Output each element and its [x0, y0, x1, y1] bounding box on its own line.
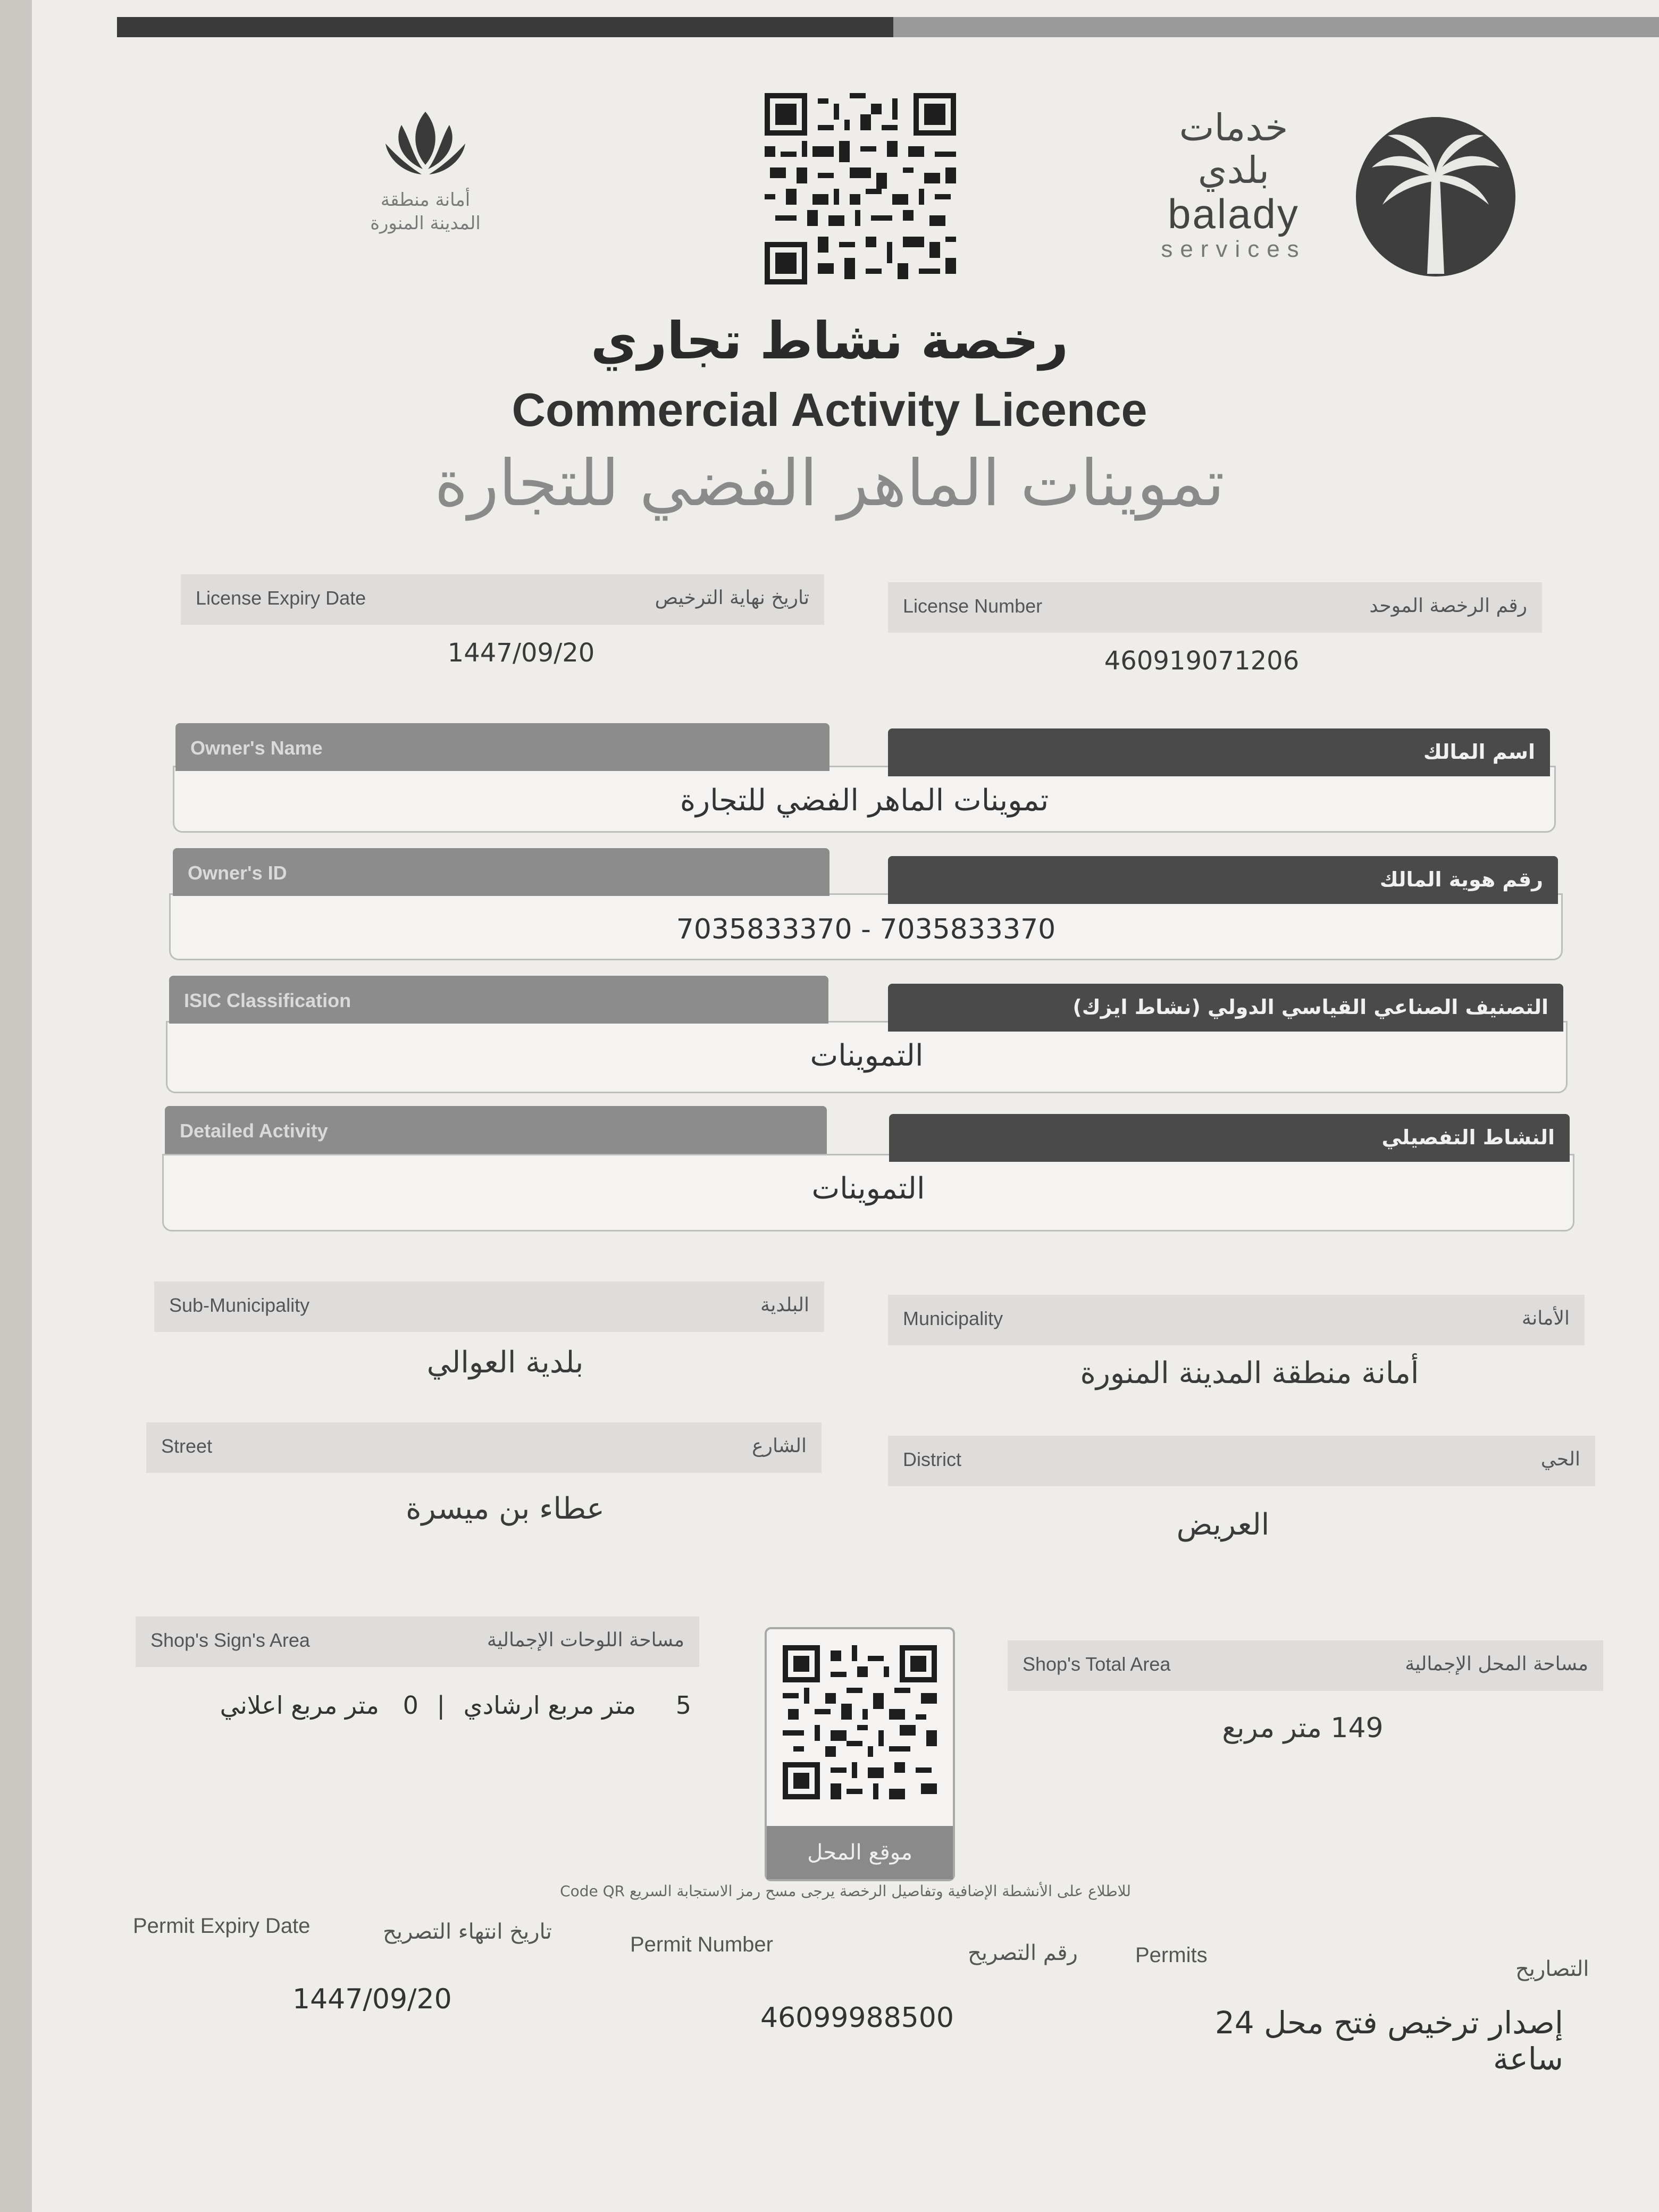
amanah-emblem-icon	[380, 106, 471, 186]
detailed-activity-value: التموينات	[811, 1171, 925, 1206]
total-area-label-ar: مساحة المحل الإجمالية	[1405, 1653, 1588, 1675]
district-label-ar: الحي	[1540, 1448, 1580, 1470]
municipality-label	[888, 1295, 1585, 1345]
sign-guidance-value: 5	[675, 1691, 691, 1720]
permit-expiry-label-ar: تاريخ انتهاء التصريح	[383, 1920, 552, 1944]
detailed-activity-box	[162, 1154, 1574, 1231]
balady-logo-services: services	[1161, 236, 1306, 262]
sign-ad-unit: متر مربع اعلاني	[220, 1691, 379, 1720]
sign-area-label-en: Shop's Sign's Area	[150, 1629, 310, 1651]
total-area-label-en: Shop's Total Area	[1023, 1653, 1171, 1675]
detailed-activity-label-ar: النشاط التفصيلي	[1381, 1126, 1555, 1149]
owner-id-label-en: Owner's ID	[188, 862, 287, 884]
isic-box	[166, 1021, 1568, 1093]
permit-number-value: 46099988500	[760, 2002, 954, 2034]
header-stripe-dark	[117, 17, 893, 37]
municipality-label-ar: الأمانة	[1521, 1308, 1570, 1329]
qr-instruction-note: للاطلاع على الأنشطة الإضافية وتفاصيل الرخصة يرجى مسح رمز الاستجابة السريع Code QR	[560, 1882, 1131, 1900]
street-value: عطاء بن ميسرة	[406, 1492, 605, 1526]
document-title-arabic: رخصة نشاط تجاري	[590, 311, 1069, 371]
license-number-label-en: License Number	[903, 595, 1043, 617]
owner-id-label-ar: رقم هوية المالك	[1379, 868, 1543, 891]
district-label-en: District	[903, 1448, 961, 1470]
document-title-english: Commercial Activity Licence	[512, 383, 1147, 436]
total-area-label	[1008, 1640, 1603, 1691]
header-stripe-light	[893, 17, 1659, 37]
balady-logo-english: balady	[1168, 190, 1300, 237]
municipality-label-en: Municipality	[903, 1308, 1003, 1329]
sign-ad-value: 0	[403, 1691, 418, 1720]
location-qr-code-icon[interactable]	[783, 1645, 937, 1799]
owner-name-label-en-bar	[175, 723, 830, 771]
total-area-value: 149 متر مربع	[1222, 1712, 1384, 1744]
license-number-value: 460919071206	[1104, 646, 1300, 676]
isic-label-en: ISIC Classification	[184, 990, 351, 1011]
sign-area-label-ar: مساحة اللوحات الإجمالية	[487, 1629, 684, 1651]
owner-name-label-ar: اسم المالك	[1423, 740, 1535, 764]
sign-separator: |	[437, 1691, 445, 1720]
isic-value: التموينات	[810, 1038, 924, 1073]
amanah-logo-line2: المدينة المنورة	[370, 213, 481, 234]
business-name-title: تموينات الماهر الفضي للتجارة	[434, 447, 1225, 521]
sub-municipality-label-en: Sub-Municipality	[169, 1294, 310, 1316]
sub-municipality-label	[154, 1281, 824, 1332]
palm-tree-icon	[1351, 114, 1521, 279]
permit-number-label-ar: رقم التصريح	[968, 1941, 1078, 1965]
sub-municipality-label-ar: البلدية	[760, 1294, 809, 1316]
municipality-value: أمانة منطقة المدينة المنورة	[1080, 1356, 1419, 1390]
sign-guidance-unit: متر مربع ارشادي	[463, 1691, 636, 1720]
sign-area-label	[136, 1616, 699, 1667]
license-expiry-label	[181, 574, 824, 625]
owner-name-label-en: Owner's Name	[190, 737, 323, 759]
balady-logo-arabic: خدمات بلدي	[1179, 106, 1288, 192]
location-qr-caption: موقع المحل	[767, 1826, 953, 1879]
balady-logo	[1138, 106, 1329, 276]
street-label-en: Street	[161, 1435, 213, 1457]
isic-label-en-bar	[169, 976, 828, 1024]
amanah-logo-line1: أمانة منطقة	[380, 189, 471, 211]
owner-id-value: 7035833370 - 7035833370	[676, 914, 1056, 945]
permit-expiry-label-en: Permit Expiry Date	[133, 1914, 311, 1938]
district-value: العريض	[1176, 1507, 1270, 1542]
amanah-logo	[324, 106, 526, 282]
sub-municipality-value: بلدية العوالي	[426, 1345, 584, 1380]
permit-expiry-value: 1447/09/20	[292, 1983, 452, 2015]
permits-label-ar: التصاريح	[1515, 1957, 1589, 1981]
district-label	[888, 1436, 1595, 1486]
detailed-activity-label-ar-bar	[889, 1114, 1570, 1162]
street-label	[146, 1422, 822, 1473]
isic-label-ar-bar	[888, 984, 1563, 1032]
sign-area-values	[160, 1691, 691, 1728]
permit-number-label-en: Permit Number	[630, 1933, 773, 1956]
detailed-activity-label-en: Detailed Activity	[180, 1120, 328, 1142]
isic-label-ar: التصنيف الصناعي القياسي الدولي (نشاط ايزك)	[1073, 995, 1548, 1019]
owner-name-value: تموينات الماهر الفضي للتجارة	[680, 783, 1049, 818]
license-expiry-label-en: License Expiry Date	[196, 587, 366, 609]
license-expiry-label-ar: تاريخ نهاية الترخيص	[655, 587, 809, 609]
license-qr-code-icon	[765, 93, 956, 284]
license-expiry-value: 1447/09/20	[447, 638, 595, 668]
detailed-activity-label-en-bar	[165, 1106, 827, 1154]
street-label-ar: الشارع	[752, 1435, 807, 1457]
owner-id-label-en-bar	[173, 848, 830, 896]
permits-label-en: Permits	[1135, 1943, 1208, 1967]
owner-id-label-ar-bar	[888, 856, 1558, 904]
owner-name-label-ar-bar	[888, 728, 1550, 776]
license-number-label	[888, 582, 1542, 633]
license-number-label-ar: رقم الرخصة الموحد	[1369, 595, 1527, 617]
permits-value: إصدار ترخيص فتح محل 24 ساعة	[1214, 2005, 1563, 2077]
location-qr-card[interactable]	[765, 1627, 955, 1881]
